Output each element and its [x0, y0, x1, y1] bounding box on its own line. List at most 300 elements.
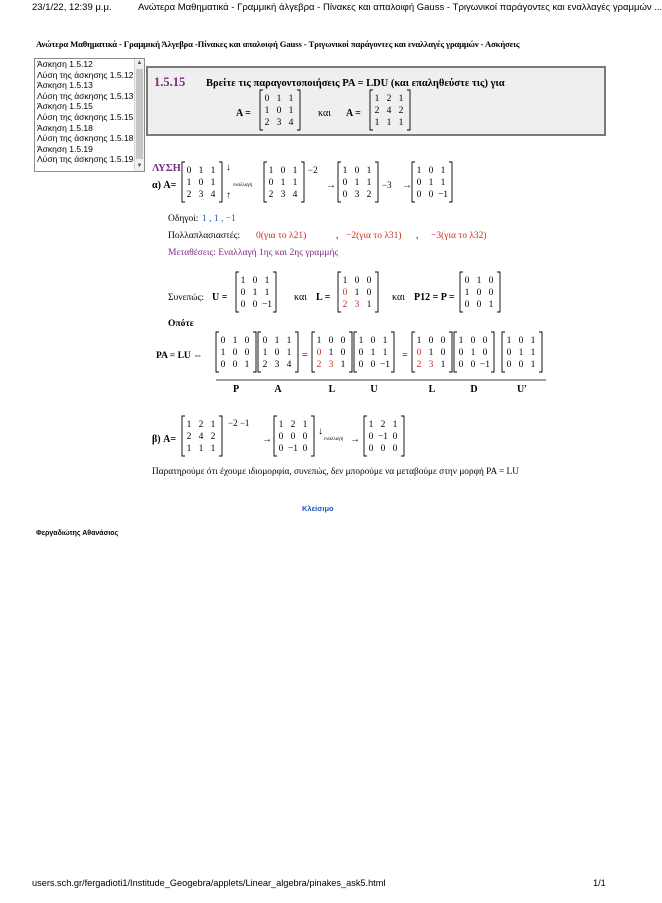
matrix-entry: 1 — [470, 348, 476, 358]
equals-sign: = — [302, 350, 308, 361]
matrix-entry: 1 — [286, 348, 292, 358]
factor-label: A — [274, 384, 282, 395]
matrix-entry: 1 — [464, 288, 470, 298]
multiplier-3: −3(για το λ32) — [431, 231, 487, 241]
u-matrix — [236, 272, 276, 312]
matrix-right-bracket — [301, 162, 304, 202]
matrix-entry: 3 — [354, 190, 360, 200]
exercise-list-item[interactable]: Λύση της άσκησης 1.5.13 — [37, 90, 134, 101]
matrix-entry: 1 — [264, 288, 270, 298]
l-label: L = — [316, 292, 331, 303]
arrow-icon: → — [326, 180, 336, 191]
matrix-entry: 1 — [416, 336, 422, 346]
matrix-entry: 1 — [530, 348, 536, 358]
matrix-entry: 0 — [440, 348, 446, 358]
matrix-entry: 0 — [470, 360, 476, 370]
matrix-entry: 0 — [354, 166, 360, 176]
matrix-entry: 1 — [370, 348, 376, 358]
matrix-entry: 3 — [198, 190, 204, 200]
matrix-left-bracket — [264, 162, 267, 202]
matrix-entry: 0 — [370, 360, 376, 370]
matrix-entry: 0 — [240, 300, 246, 310]
matrix-entry: 1 — [316, 336, 322, 346]
matrix-right-bracket — [273, 272, 276, 312]
scrollbar-thumb[interactable] — [136, 69, 143, 159]
matrix-entry: 0 — [340, 348, 346, 358]
matrix-entry: 0 — [342, 178, 348, 188]
matrix-entry: −1 — [261, 300, 273, 310]
matrix-entry: −1 — [479, 360, 491, 370]
matrix-entry: 2 — [366, 190, 372, 200]
matrix-right-bracket — [311, 416, 314, 456]
matrix-entry: 0 — [518, 336, 524, 346]
lu-u-matrix — [354, 332, 394, 372]
matrix-right-bracket — [295, 332, 298, 372]
matrix-left-bracket — [182, 162, 185, 202]
exercise-statement: Βρείτε τις παραγοντοποιήσεις PA = LDU (και επαληθεύστε τις) για — [206, 78, 505, 89]
matrix-entry: 1 — [382, 348, 388, 358]
factor-label: L — [328, 384, 336, 395]
matrix-left-bracket — [216, 332, 219, 372]
matrix-entry: 1 — [302, 420, 308, 430]
matrix-left-bracket — [338, 162, 341, 202]
matrix-entry: 1 — [342, 166, 348, 176]
matrix-entry: 1 — [518, 348, 524, 358]
matrix-right-bracket — [375, 272, 378, 312]
matrix-left-bracket — [454, 332, 457, 372]
list-scrollbar[interactable] — [134, 59, 144, 171]
matrix-right-bracket — [253, 332, 256, 372]
row-arrow-down-icon: ↓ — [318, 426, 323, 437]
matrix-right-bracket — [491, 332, 494, 372]
exercise-list-item[interactable]: Λύση της άσκησης 1.5.15 — [37, 111, 134, 122]
matrix-entry: 0 — [268, 178, 274, 188]
matrix-entry: 1 — [354, 178, 360, 188]
matrix-left-bracket — [502, 332, 505, 372]
matrix-entry: 1 — [232, 336, 238, 346]
part-a-label: α) A= — [152, 180, 177, 191]
matrix-entry: 2 — [264, 118, 270, 128]
matrix-left-bracket — [370, 90, 373, 130]
matrix-entry: 2 — [416, 360, 422, 370]
factor-label: L — [428, 384, 436, 395]
exercise-matrix-1 — [260, 90, 300, 130]
matrix-entry: 1 — [398, 94, 404, 104]
matrix-entry: 1 — [428, 348, 434, 358]
and-text: και — [318, 108, 331, 119]
matrix-entry: 0 — [506, 348, 512, 358]
matrix-entry: 0 — [342, 190, 348, 200]
p-label: P12 = P = — [414, 292, 455, 303]
matrix-left-bracket — [312, 332, 315, 372]
matrix-entry: 1 — [262, 348, 268, 358]
matrix-entry: 1 — [328, 348, 334, 358]
exercise-list-item[interactable]: Λύση της άσκησης 1.5.18 — [37, 133, 134, 144]
matrix-entry: 0 — [302, 444, 308, 454]
matrix-entry: 1 — [342, 276, 348, 286]
matrix-left-bracket — [182, 416, 185, 456]
matrix-entry: 1 — [274, 336, 280, 346]
b-matrix-2 — [274, 416, 314, 456]
row-arrow-up-icon: ↑ — [226, 190, 231, 201]
reduction-matrix-3 — [338, 162, 378, 202]
matrix-entry: 2 — [262, 360, 268, 370]
pa-a-matrix — [258, 332, 298, 372]
matrix-entry: 0 — [244, 348, 250, 358]
matrix-entry: 2 — [186, 190, 192, 200]
exercise-list-item[interactable]: Λύση της άσκησης 1.5.12 — [37, 69, 134, 80]
matrix-entry: 0 — [440, 336, 446, 346]
matrix-entry: 1 — [428, 178, 434, 188]
matrix-entry: 1 — [458, 336, 464, 346]
matrix-entry: 0 — [370, 336, 376, 346]
matrix-entry: 0 — [368, 432, 374, 442]
matrix-entry: 0 — [220, 360, 226, 370]
matrix-entry: 1 — [276, 94, 282, 104]
matrix-entry: 0 — [428, 166, 434, 176]
exercise-list-item[interactable]: Άσκηση 1.5.18 — [37, 122, 93, 133]
factor-label: P — [232, 384, 240, 395]
matrix-entry: 1 — [210, 420, 216, 430]
matrix-entry: 1 — [374, 94, 380, 104]
matrix-entry: 0 — [358, 360, 364, 370]
b-matrix-3 — [364, 416, 404, 456]
solution-svg — [146, 140, 606, 480]
matrix-left-bracket — [338, 272, 341, 312]
arrow-icon: → — [350, 434, 360, 445]
factor-label: U — [370, 384, 378, 395]
matrix-entry: 0 — [366, 288, 372, 298]
matrix-entry: 0 — [316, 348, 322, 358]
matrix-entry: 0 — [280, 166, 286, 176]
matrix-entry: 2 — [342, 300, 348, 310]
arrow-icon: → — [402, 180, 412, 191]
matrix-entry: 1 — [374, 118, 380, 128]
matrix-entry: 0 — [476, 288, 482, 298]
matrix-entry: 0 — [328, 336, 334, 346]
therefore-label: Συνεπώς: — [168, 293, 204, 303]
reduction-matrix-2 — [264, 162, 304, 202]
matrix-entry: 1 — [268, 166, 274, 176]
matrix-right-bracket — [391, 332, 394, 372]
matrix-entry: 3 — [274, 360, 280, 370]
exercise-statement-svg — [148, 68, 604, 134]
matrix-entry: 1 — [244, 360, 250, 370]
matrix-right-bracket — [219, 416, 222, 456]
exercise-list-item[interactable]: Λύση της άσκησης 1.5.19 — [37, 154, 134, 165]
matrix-entry: 0 — [278, 444, 284, 454]
matrix-entry: 3 — [354, 300, 360, 310]
matrix-entry: 0 — [506, 360, 512, 370]
matrix-entry: 1 — [476, 276, 482, 286]
exercise-list-item[interactable]: Άσκηση 1.5.19 — [37, 143, 93, 154]
matrix-entry: 4 — [210, 190, 216, 200]
matrix-entry: 1 — [366, 166, 372, 176]
matrix-entry: 0 — [186, 166, 192, 176]
matrix-right-bracket — [449, 162, 452, 202]
matrix-entry: 1 — [288, 106, 294, 116]
matrix-entry: 0 — [518, 360, 524, 370]
matrix-entry: 0 — [358, 348, 364, 358]
matrix-a-label-2: A = — [346, 108, 361, 119]
row-arrow-down-icon: ↓ — [226, 162, 231, 173]
multipliers-label: Πολλαπλασιαστές: — [168, 231, 241, 241]
matrix-entry: 2 — [210, 432, 216, 442]
matrix-entry: 0 — [354, 276, 360, 286]
matrix-entry: 1 — [416, 166, 422, 176]
matrix-right-bracket — [375, 162, 378, 202]
matrix-left-bracket — [274, 416, 277, 456]
matrix-entry: 2 — [268, 190, 274, 200]
matrix-entry: 0 — [342, 288, 348, 298]
matrix-entry: 0 — [476, 300, 482, 310]
matrix-entry: 1 — [366, 300, 372, 310]
matrix-entry: 0 — [482, 348, 488, 358]
matrix-a-label: A = — [236, 108, 251, 119]
matrix-right-bracket — [539, 332, 542, 372]
pa-lu-label: PA = LU ⇔ — [156, 351, 203, 361]
matrix-entry: 0 — [240, 288, 246, 298]
matrix-entry: 1 — [392, 420, 398, 430]
matrix-entry: 1 — [198, 444, 204, 454]
l-matrix — [338, 272, 378, 312]
matrix-entry: 1 — [210, 178, 216, 188]
then-label: Οπότε — [168, 319, 194, 329]
matrix-entry: 3 — [328, 360, 334, 370]
scroll-up-icon[interactable]: ▲ — [136, 60, 143, 66]
multiplier-1: 0(για το λ21) — [256, 231, 307, 241]
print-datetime: 23/1/22, 12:39 μ.μ. — [32, 2, 112, 13]
ldu-d-matrix — [454, 332, 494, 372]
matrix-entry: 0 — [232, 348, 238, 358]
matrix-entry: 0 — [470, 336, 476, 346]
matrix-entry: 1 — [340, 360, 346, 370]
matrix-entry: 1 — [368, 420, 374, 430]
exercise-list[interactable] — [34, 58, 145, 172]
matrix-entry: 1 — [386, 118, 392, 128]
matrix-right-bracket — [497, 272, 500, 312]
and-text: και — [392, 292, 405, 303]
solution-title: ΛΥΣΗ — [152, 163, 181, 174]
matrix-entry: 1 — [288, 94, 294, 104]
permutations-text: Μεταθέσεις: Εναλλαγή 1ης και 2ης γραμμής — [168, 248, 339, 258]
close-link[interactable]: Κλείσιμο — [302, 504, 334, 513]
page-number: 1/1 — [593, 878, 606, 888]
matrix-entry: 0 — [416, 348, 422, 358]
matrix-entry: 3 — [428, 360, 434, 370]
matrix-entry: 2 — [290, 420, 296, 430]
matrix-entry: 0 — [274, 348, 280, 358]
multiplier-2: −2(για το λ31) — [346, 231, 402, 241]
matrix-entry: 0 — [416, 190, 422, 200]
matrix-entry: 3 — [276, 118, 282, 128]
matrix-entry: 1 — [530, 360, 536, 370]
matrix-entry: 0 — [392, 432, 398, 442]
row-op-minus3: −3 — [382, 180, 392, 190]
matrix-entry: 4 — [198, 432, 204, 442]
matrix-right-bracket — [219, 162, 222, 202]
factor-labels — [233, 384, 527, 395]
matrix-entry: 2 — [316, 360, 322, 370]
b-matrix-1 — [182, 416, 222, 456]
solution-area — [146, 140, 606, 480]
matrix-entry: 1 — [210, 444, 216, 454]
matrix-entry: 0 — [244, 336, 250, 346]
print-header — [0, 2, 662, 16]
u-label: U = — [212, 292, 228, 303]
matrix-entry: 1 — [530, 336, 536, 346]
matrix-entry: 0 — [198, 178, 204, 188]
matrix-left-bracket — [412, 162, 415, 202]
factor-label: U′ — [516, 384, 528, 395]
matrix-entry: 0 — [380, 444, 386, 454]
matrix-entry: 0 — [276, 106, 282, 116]
matrix-entry: 0 — [458, 360, 464, 370]
matrix-entry: 0 — [366, 276, 372, 286]
matrix-left-bracket — [460, 272, 463, 312]
matrix-entry: 1 — [210, 166, 216, 176]
part-b-label: β) A= — [152, 434, 177, 445]
matrix-entry: 1 — [264, 276, 270, 286]
matrix-left-bracket — [260, 90, 263, 130]
matrix-entry: 0 — [252, 300, 258, 310]
matrix-left-bracket — [364, 416, 367, 456]
conclusion-text: Παρατηρούμε ότι έχουμε ιδιομορφία, συνεπώς, δεν μπορούμε να μεταβούμε στην μορφή PA = LU — [152, 467, 519, 477]
matrix-entry: 0 — [302, 432, 308, 442]
swap-label: εναλλαγή — [324, 437, 344, 442]
exercise-list-item[interactable]: Άσκηση 1.5.12 — [37, 59, 93, 69]
pivots-values: 1 , 1 , −1 — [202, 214, 236, 224]
matrix-entry: 1 — [398, 118, 404, 128]
matrix-entry: 4 — [292, 190, 298, 200]
matrix-entry: 0 — [340, 336, 346, 346]
factor-label: D — [470, 384, 478, 395]
matrix-entry: −1 — [437, 190, 449, 200]
matrix-left-bracket — [236, 272, 239, 312]
exercise-matrix-2 — [370, 90, 410, 130]
pa-p-matrix — [216, 332, 256, 372]
matrix-entry: 2 — [374, 106, 380, 116]
matrix-right-bracket — [297, 90, 300, 130]
matrix-entry: 0 — [464, 300, 470, 310]
matrix-entry: 0 — [252, 276, 258, 286]
matrix-entry: 1 — [440, 166, 446, 176]
scroll-down-icon[interactable]: ▼ — [136, 163, 143, 169]
ldu-l-matrix — [412, 332, 452, 372]
matrix-entry: 1 — [382, 336, 388, 346]
matrix-entry: 0 — [262, 336, 268, 346]
matrix-entry: 0 — [232, 360, 238, 370]
matrix-entry: 1 — [366, 178, 372, 188]
matrix-entry: 1 — [186, 444, 192, 454]
swap-label: εναλλαγή — [233, 183, 253, 188]
matrix-entry: 0 — [488, 288, 494, 298]
matrix-entry: 3 — [280, 190, 286, 200]
exercise-list-item[interactable]: Άσκηση 1.5.13 — [37, 80, 93, 91]
matrix-left-bracket — [354, 332, 357, 372]
separator: , — [416, 231, 419, 241]
matrix-entry: 2 — [186, 432, 192, 442]
matrix-right-bracket — [349, 332, 352, 372]
matrix-entry: 1 — [280, 178, 286, 188]
matrix-right-bracket — [449, 332, 452, 372]
matrix-entry: 0 — [416, 178, 422, 188]
matrix-entry: 1 — [252, 288, 258, 298]
matrix-entry: 1 — [186, 178, 192, 188]
matrix-entry: 0 — [392, 444, 398, 454]
matrix-entry: 0 — [264, 94, 270, 104]
p-matrix — [460, 272, 500, 312]
matrix-entry: 1 — [220, 348, 226, 358]
separator: , — [336, 231, 339, 241]
matrix-entry: 1 — [506, 336, 512, 346]
exercise-list-item[interactable]: Άσκηση 1.5.15 — [37, 101, 93, 112]
pivots-label: Οδηγοί: — [168, 214, 199, 224]
matrix-entry: 0 — [464, 276, 470, 286]
breadcrumb: Ανώτερα Μαθηματικά - Γραμμική Άλγεβρα -Πίνακες και απαλοιφή Gauss - Τριγωνικοί παράγοντες και εναλλαγές γραμμών - Ασκήσεις — [36, 39, 520, 49]
matrix-entry: 0 — [368, 444, 374, 454]
matrix-entry: 0 — [220, 336, 226, 346]
matrix-entry: 4 — [386, 106, 392, 116]
exercise-statement-panel — [146, 66, 606, 136]
matrix-entry: 0 — [458, 348, 464, 358]
matrix-left-bracket — [412, 332, 415, 372]
matrix-right-bracket — [401, 416, 404, 456]
matrix-entry: 4 — [286, 360, 292, 370]
row-op-minus2: −2 — [308, 165, 318, 175]
page-url: users.sch.gr/fergadioti1/Institude_Geogebra/applets/Linear_algebra/pinakes_ask5.html — [32, 878, 386, 888]
matrix-entry: 1 — [440, 178, 446, 188]
matrix-entry: 1 — [488, 300, 494, 310]
matrix-entry: −1 — [377, 432, 389, 442]
matrix-entry: 2 — [380, 420, 386, 430]
matrix-right-bracket — [407, 90, 410, 130]
matrix-entry: 2 — [386, 94, 392, 104]
matrix-entry: 0 — [428, 336, 434, 346]
matrix-entry: 0 — [428, 190, 434, 200]
matrix-entry: 1 — [264, 106, 270, 116]
matrix-entry: 1 — [440, 360, 446, 370]
b-row-ops: −2 −1 — [228, 418, 250, 428]
matrix-entry: 0 — [278, 432, 284, 442]
print-page-title: Ανώτερα Μαθηματικά - Γραμμική άλγεβρα - Πίνακες και απαλοιφή Gauss - Τριγωνικοί παράγοντες και εναλλαγές γραμμών ... — [138, 2, 662, 13]
and-text: και — [294, 292, 307, 303]
matrix-entry: 0 — [482, 336, 488, 346]
matrix-entry: 0 — [488, 276, 494, 286]
matrix-entry: 1 — [354, 288, 360, 298]
matrix-entry: 1 — [286, 336, 292, 346]
matrix-entry: −1 — [287, 444, 299, 454]
matrix-left-bracket — [258, 332, 261, 372]
matrix-entry: 1 — [240, 276, 246, 286]
reduction-matrix-1 — [182, 162, 222, 202]
equals-sign: = — [402, 350, 408, 361]
matrix-entry: 4 — [288, 118, 294, 128]
matrix-entry: 0 — [290, 432, 296, 442]
lu-l-matrix — [312, 332, 352, 372]
matrix-entry: 1 — [186, 420, 192, 430]
matrix-entry: 1 — [358, 336, 364, 346]
matrix-entry: 1 — [278, 420, 284, 430]
arrow-icon: → — [262, 434, 272, 445]
reduction-matrix-4 — [412, 162, 452, 202]
ldu-u-matrix — [502, 332, 542, 372]
matrix-entry: 1 — [292, 178, 298, 188]
matrix-entry: −1 — [379, 360, 391, 370]
matrix-entry: 1 — [292, 166, 298, 176]
matrix-entry: 1 — [198, 166, 204, 176]
author-name: Φεργαδιώτης Αθανάσιος — [36, 530, 119, 537]
